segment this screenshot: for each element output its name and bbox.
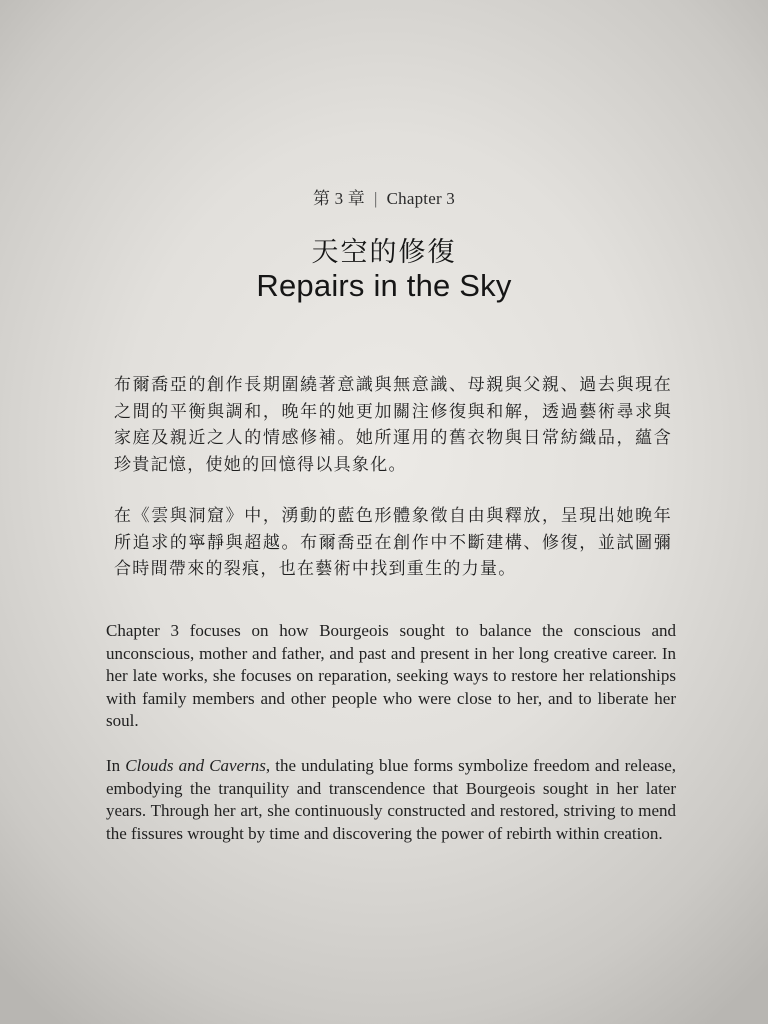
title-zh: 天空的修復 — [311, 237, 457, 268]
zh-paragraph-2: 在《雲與洞窟》中，湧動的藍色形體象徵自由與釋放，呈現出她晚年所追求的寧靜與超越。布爾喬亞在創作中不斷建構、修復，並試圖彌合時間帶來的裂痕，也在藝術中找到重生的力量。 — [114, 506, 672, 579]
chapter-label-en: Chapter 3 — [386, 189, 455, 208]
artwork-title: Clouds and Caverns — [125, 756, 266, 775]
chapter-label — [0, 184, 768, 209]
title-en: Repairs in the Sky — [256, 268, 512, 303]
en-paragraph-2-body: , the undulating blue forms symbolize freedom and release, embodying the tranquility and transcendence that Bourgeois sought in her later years. Through her art, she continuously constructed and restored, striving to mend the fissures wrought by time and discovering the power of rebirth within creation. — [106, 756, 677, 843]
zh-paragraph-1: 布爾喬亞的創作長期圍繞著意識與無意識、母親與父親、過去與現在之間的平衡與調和，晚年的她更加關注修復與和解，透過藝術尋求與家庭及親近之人的情感修補。她所運用的舊衣物與日常紡織品，蘊含珍貴記憶，使她的回憶得以具象化。 — [114, 375, 672, 475]
chapter-label-zh: 第 3 章 — [313, 189, 365, 208]
en-paragraph-2 — [106, 755, 676, 845]
chapter-separator: | — [374, 189, 378, 208]
en-paragraph-2-prefix: In — [106, 756, 126, 775]
en-paragraph-1: Chapter 3 focuses on how Bourgeois sought to balance the conscious and unconscious, mother and father, and past and present in her long creative career. In her late works, she focuses on reparation, seeking ways to restore her relationships with family members and other people who were close to her, and to liberate her soul. — [106, 621, 676, 731]
